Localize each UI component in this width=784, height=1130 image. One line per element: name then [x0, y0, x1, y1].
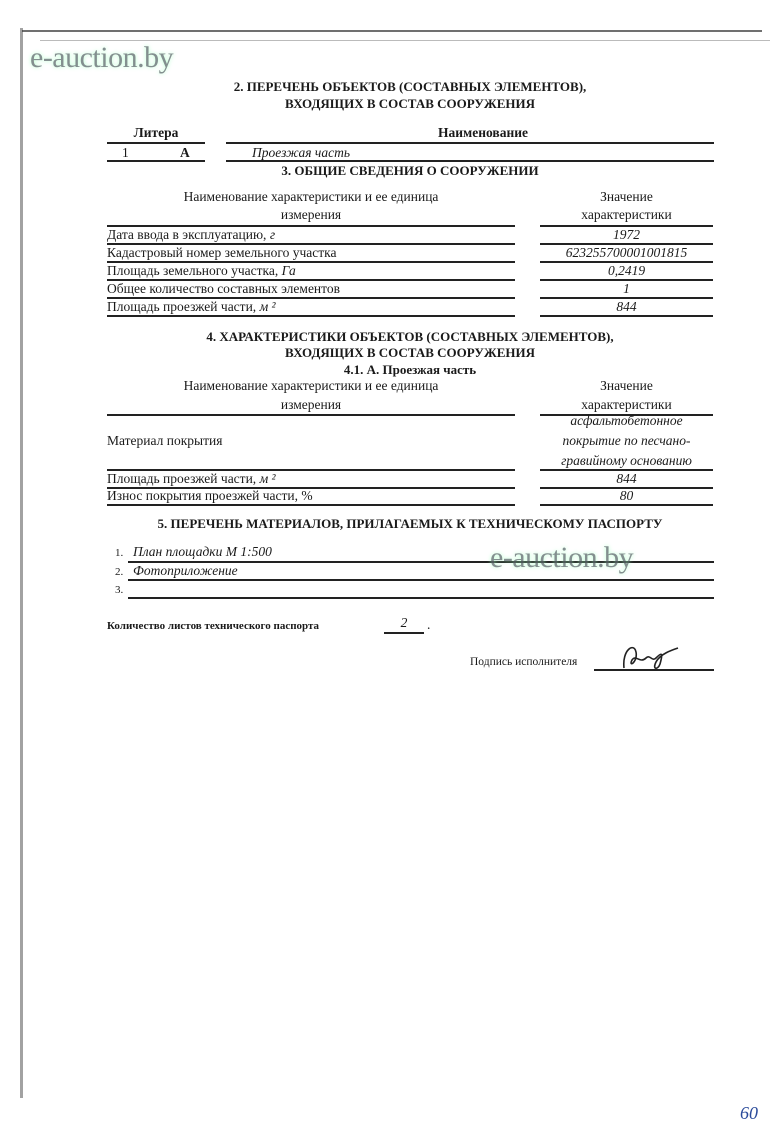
rule — [226, 142, 714, 144]
row-unit: г — [269, 227, 276, 242]
section2-title-line1: 2. ПЕРЕЧЕНЬ ОБЪЕКТОВ (СОСТАВНЫХ ЭЛЕМЕНТОВ), — [233, 79, 587, 94]
section4-subtitle: 4.1. А. Проезжая часть — [343, 362, 477, 377]
rule — [107, 315, 515, 317]
row-value: 844 — [616, 299, 637, 314]
page-number: 60 — [740, 1103, 758, 1123]
item-text: Фотоприложение — [133, 563, 238, 578]
row-value: 1 — [623, 281, 630, 296]
signature-label: Подпись исполнителя — [470, 656, 578, 668]
section2-title-line2: ВХОДЯЩИХ В СОСТАВ СООРУЖЕНИЯ — [284, 96, 536, 111]
col-value-header-line1: Значение — [600, 378, 653, 393]
area-value: 844 — [616, 471, 637, 486]
item-number: 2. — [115, 566, 124, 578]
row-unit: Га — [281, 263, 296, 278]
sheets-label: Количество листов технического паспорта — [107, 620, 320, 632]
col-value-header-line2: характеристики — [581, 397, 672, 412]
rule — [384, 632, 424, 634]
row-value: 623255700001001815 — [565, 245, 688, 260]
wear-label: Износ покрытия проезжей части, % — [107, 488, 313, 503]
rule — [226, 160, 714, 162]
section3-title: 3. ОБЩИЕ СВЕДЕНИЯ О СООРУЖЕНИИ — [281, 163, 539, 178]
rule — [128, 579, 714, 581]
section4-title-line1: 4. ХАРАКТЕРИСТИКИ ОБЪЕКТОВ (СОСТАВНЫХ ЭЛЕМЕНТОВ), — [206, 329, 614, 344]
material-value-line1: асфальтобетонное — [570, 413, 683, 428]
rule — [128, 597, 714, 599]
row-value: 1972 — [613, 227, 640, 242]
row-label: Кадастровый номер земельного участка — [107, 245, 337, 260]
rule — [107, 504, 515, 506]
row-number: 1 — [122, 145, 129, 160]
rule — [107, 142, 205, 144]
signature-image — [594, 640, 714, 672]
sheets-dot: . — [427, 617, 431, 632]
item-number: 3. — [115, 584, 124, 596]
rule — [107, 160, 205, 162]
area-unit: м ² — [259, 471, 276, 486]
sheets-value: 2 — [400, 615, 408, 630]
col-name-header-line2: измерения — [280, 207, 342, 222]
col-name-header-line1: Наименование характеристики и ее единица — [183, 189, 439, 204]
row-unit: м ² — [259, 299, 276, 314]
material-value-line3: гравийному основанию — [561, 453, 692, 468]
col-value-header-line2: характеристики — [581, 207, 672, 222]
item-text: План площадки М 1:500 — [133, 544, 272, 559]
scan-edge-left — [20, 28, 23, 1098]
rule — [107, 414, 515, 416]
row-litera: А — [180, 145, 190, 160]
area-label: Площадь проезжей части, — [107, 471, 257, 486]
row-label: Площадь проезжей части, — [107, 299, 257, 314]
row-name: Проезжая часть — [252, 145, 351, 160]
item-number: 1. — [115, 547, 124, 559]
row-value: 0,2419 — [607, 263, 646, 278]
row-label: Площадь земельного участка, — [107, 263, 279, 278]
watermark: e-auction.by — [30, 41, 174, 74]
material-label: Материал покрытия — [107, 433, 223, 448]
row-label: Дата ввода в эксплуатацию, — [107, 227, 267, 242]
col-name-header-line1: Наименование характеристики и ее единица — [183, 378, 439, 393]
col-name-header: Наименование — [438, 125, 528, 140]
col-value-header-line1: Значение — [600, 189, 653, 204]
material-value-line2: покрытие по песчано- — [562, 433, 691, 448]
section4-title-line2: ВХОДЯЩИХ В СОСТАВ СООРУЖЕНИЯ — [284, 345, 536, 360]
rule — [540, 504, 713, 506]
col-name-header-line2: измерения — [280, 397, 342, 412]
wear-value: 80 — [619, 488, 634, 503]
scan-edge-top — [22, 30, 762, 32]
signature-line — [594, 669, 714, 671]
rule — [540, 315, 713, 317]
row-label: Общее количество составных элементов — [107, 281, 341, 296]
section5-title: 5. ПЕРЕЧЕНЬ МАТЕРИАЛОВ, ПРИЛАГАЕМЫХ К ТЕХНИЧЕСКОМУ ПАСПОРТУ — [157, 516, 663, 531]
watermark: e-auction.by — [490, 541, 634, 574]
col-litera-header: Литера — [133, 125, 179, 140]
